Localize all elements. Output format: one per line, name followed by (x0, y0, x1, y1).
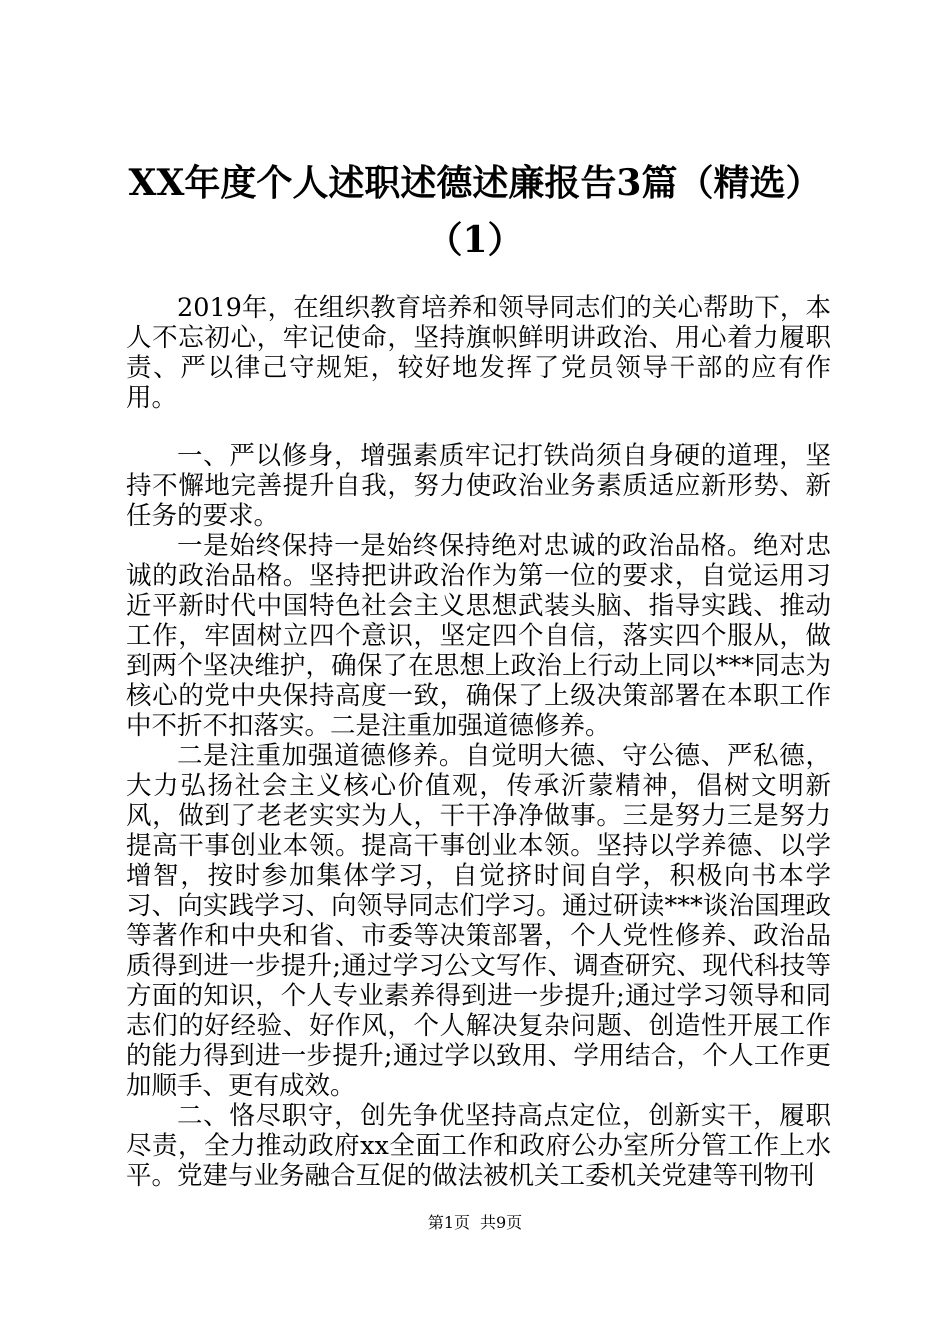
paragraph-morality: 二是注重加强道德修养。自觉明大德、守公德、严私德，大力弘扬社会主义核心价值观，传承沂蒙精神，倡树文明新风，做到了老老实实为人，干干净净做事。三是努力三是努力提高干事创业本领。提高干事创业本领。坚持以学养德、以学增智，按时参加集体学习，自觉挤时间自学，积极向书本学习、向实践学习、向领导同志们学习。通过研读***谈治国理政等著作和中央和省、市委等决策部署，个人党性修养、政治品质得到进一步提升;通过学习公文写作、调查研究、现代科技等方面的知识，个人专业素养得到进一步提升;通过学习领导和同志们的好经验、好作风，个人解决复杂问题、创造性开展工作的能力得到进一步提升;通过学以致用、学用结合，个人工作更加顺手、更有成效。 (126, 741, 831, 1101)
page-total: 共9页 (480, 1213, 523, 1232)
document-title: XX年度个人述职述德述廉报告3篇（精选） (128, 162, 822, 204)
document-title-continued: （1） (426, 219, 524, 261)
document-body (126, 293, 831, 1191)
paragraph-section-1: 一、严以修身，增强素质牢记打铁尚须自身硬的道理，坚持不懈地完善提升自我，努力使政治业务素质适应新形势、新任务的要求。 (126, 441, 831, 531)
paragraph-section-2: 二、恪尽职守，创先争优坚持高点定位，创新实干，履职尽责，全力推动政府xx全面工作和政府公办室所分管工作上水平。党建与业务融合互促的做法被机关工委机关党建等刊物刊 (126, 1101, 831, 1191)
paragraph-intro: 2019年，在组织教育培养和领导同志们的关心帮助下，本人不忘初心，牢记使命，坚持旗帜鲜明讲政治、用心着力履职责、严以律己守规矩，较好地发挥了党员领导干部的应有作用。 (126, 293, 831, 413)
page-number: 第1页 (427, 1213, 470, 1232)
page-footer (0, 1213, 950, 1233)
paragraph-loyalty: 一是始终保持一是始终保持绝对忠诚的政治品格。绝对忠诚的政治品格。坚持把讲政治作为第一位的要求，自觉运用习近平新时代中国特色社会主义思想武装头脑、指导实践、推动工作，牢固树立四个意识，坚定四个自信，落实四个服从，做到两个坚决维护，确保了在思想上政治上行动上同以***同志为核心的党中央保持高度一致，确保了上级决策部署在本职工作中不折不扣落实。二是注重加强道德修养。 (126, 531, 831, 741)
